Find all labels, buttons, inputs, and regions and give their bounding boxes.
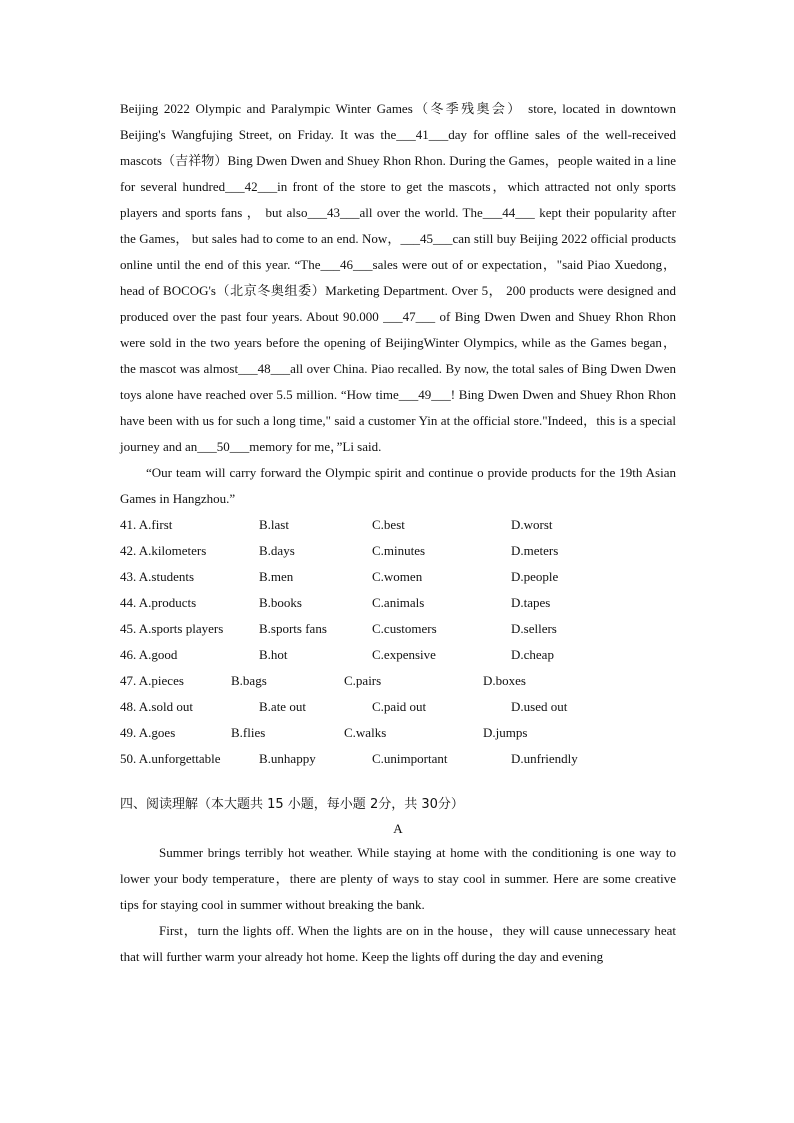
option-row [120,538,676,564]
cloze-closing-paragraph: “Our team will carry forward the Olympic spirit and continue o provide products for the 19th Asian Games in Hangzhou.” [120,465,676,506]
option-c: C.women [372,569,423,584]
option-d: D.sellers [511,621,557,636]
option-a: 41. A.first [120,517,173,532]
option-a: 43. A.students [120,569,195,584]
option-row [120,642,676,668]
option-c: C.pairs [344,673,382,688]
option-b: B.men [259,569,294,584]
option-row [120,564,676,590]
option-b: B.flies [231,725,266,740]
option-b: B.books [259,595,302,610]
option-c: C.minutes [372,543,426,558]
option-d: D.used out [511,699,568,714]
option-a: 44. A.products [120,595,197,610]
option-b: B.sports fans [259,621,327,636]
cloze-options [120,512,676,772]
reading-paragraph: First，turn the lights off. When the lights are on in the house，they will cause unnecessary heat that will further warm your already hot home. Keep the lights off during the day and evening [120,923,676,964]
option-d: D.jumps [483,725,528,740]
option-c: C.walks [344,725,387,740]
option-row [120,616,676,642]
option-b: B.ate out [259,699,306,714]
option-a: 45. A.sports players [120,621,224,636]
option-c: C.paid out [372,699,427,714]
option-a: 49. A.goes [120,725,176,740]
option-b: B.last [259,517,289,532]
option-a: 47. A.pieces [120,673,184,688]
option-row [120,694,676,720]
option-a: 42. A.kilometers [120,543,207,558]
section-title: 四、阅读理解（本大题共 15 小题，每小题 2分，共 30分） [120,797,464,812]
option-d: D.tapes [511,595,551,610]
option-b: B.unhappy [259,751,316,766]
exam-page [120,96,676,970]
option-d: D.unfriendly [511,751,578,766]
passage-letter: A [393,821,403,836]
option-d: D.people [511,569,559,584]
option-b: B.hot [259,647,288,662]
option-a: 48. A.sold out [120,699,193,714]
option-d: D.cheap [511,647,554,662]
option-a: 46. A.good [120,647,178,662]
option-row [120,746,676,772]
option-c: C.customers [372,621,437,636]
option-row [120,720,676,746]
option-c: C.animals [372,595,425,610]
option-row [120,668,676,694]
option-row [120,590,676,616]
option-a: 50. A.unforgettable [120,751,221,766]
option-row [120,512,676,538]
option-d: D.meters [511,543,559,558]
option-c: C.expensive [372,647,436,662]
option-b: B.days [259,543,295,558]
option-d: D.worst [511,517,553,532]
option-c: C.unimportant [372,751,448,766]
option-d: D.boxes [483,673,526,688]
reading-paragraph: Summer brings terribly hot weather. While staying at home with the conditioning is one way to lower your body temperature，there are plenty of ways to stay cool in summer. Here are some creative tips for staying cool in summer without breaking the bank. [120,845,676,912]
option-c: C.best [372,517,405,532]
option-b: B.bags [231,673,267,688]
cloze-passage: Beijing 2022 Olympic and Paralympic Winter Games（冬季残奥会） store, located in downtown Beijing's Wangfujing Street, on Friday. It was the___41___day for offline sales of the well-received mascots（吉祥物）Bing Dwen Dwen and Shuey Rhon Rhon. During the Games，people waited in a line for several hundred___42___in front of the store to get the mascots，which attracted not only sports players and sports fans ， but also___43___all over the world. The___44___ kept their popularity after the Games， but sales had to come to an end. Now，___45___can still buy Beijing 2022 official products online until the end of this year. “The___46___sales were out of or expectation，"said Piao Xuedong，head of BOCOG's（北京冬奥组委）Marketing Department. Over 5， 200 products were designed and produced over the past four years. About 90.000 ___47___ of Bing Dwen Dwen and Shuey Rhon Rhon were sold in the two years before the opening of BeijingWinter Olympics, while as the Games began， the mascot was almost___48___all over China. Piao recalled. By now, the total sales of Bing Dwen Dwen toys alone have reached over 5.5 million. “How time___49___! Bing Dwen Dwen and Shuey Rhon Rhon have been with us for such a long time," said a customer Yin at the official store."Indeed，this is a special journey and an___50___memory for me，”Li said. [120,101,676,454]
